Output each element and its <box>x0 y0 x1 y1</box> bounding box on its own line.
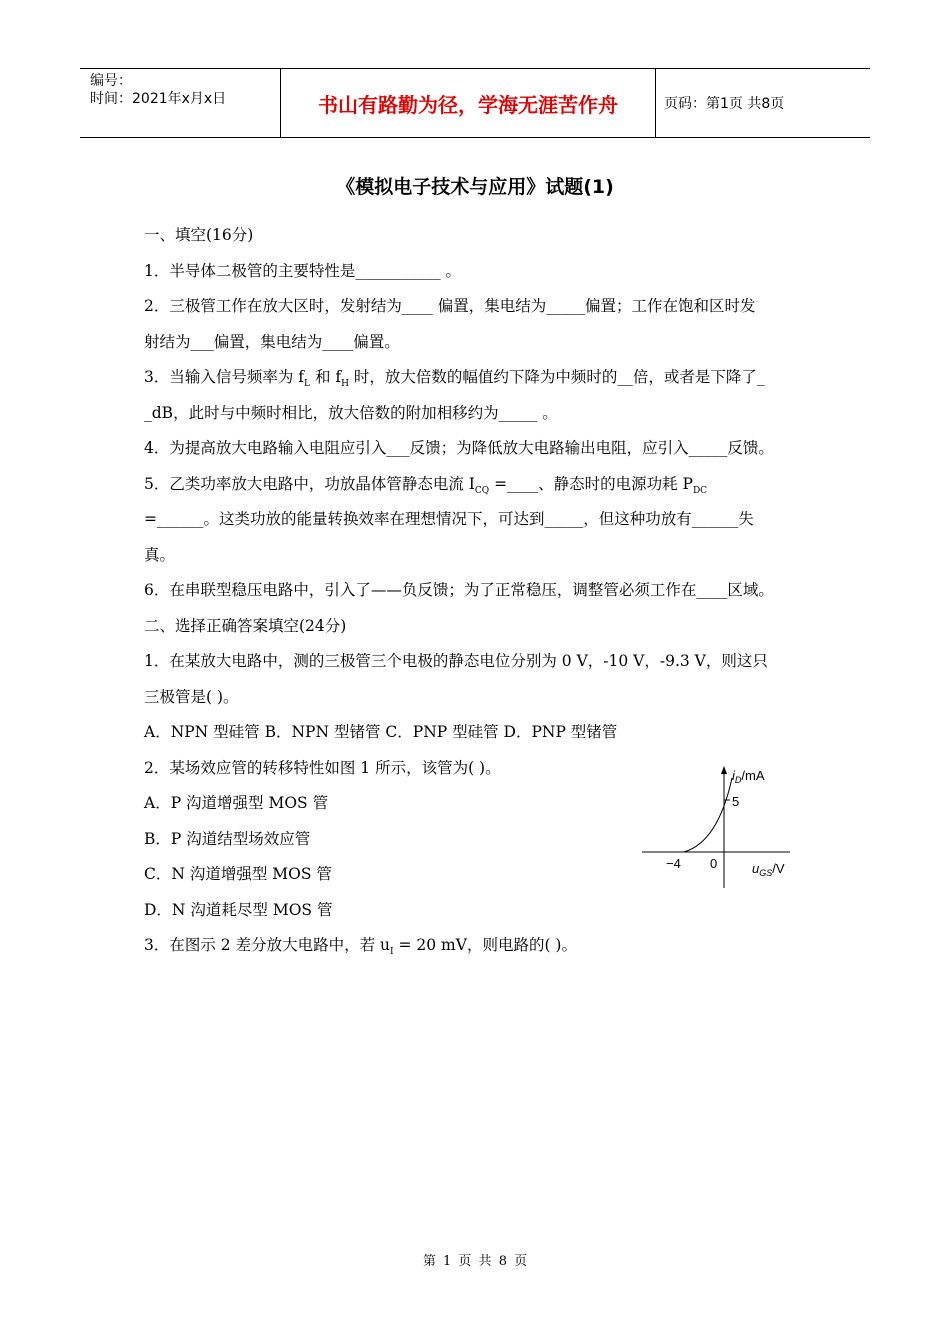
q3-sub-h: H <box>341 379 349 390</box>
x-axis-label: $u_{GS}/V$ <box>752 861 785 878</box>
question-2-2-option-c: C．N 沟道增强型 MOS 管 <box>144 865 332 883</box>
question-1-3-line2: _dB，此时与中频时相比，放大倍数的附加相移约为_____ 。 <box>144 403 558 422</box>
q3-text-2: 和 f <box>310 368 342 386</box>
q3-text-3: 时，放大倍数的幅值约下降为中频时的__倍，或者是下降了_ <box>348 368 765 386</box>
q5-sub-dc: DC <box>692 485 708 496</box>
question-2-2-option-b: B．P 沟道结型场效应管 <box>144 829 311 848</box>
question-2-2-option-d: D．N 沟道耗尽型 MOS 管 <box>144 900 333 919</box>
transfer-curve <box>684 778 732 852</box>
q5-text-1: 5．乙类功率放大电路中，功放晶体管静态电流 I <box>144 474 475 493</box>
question-1-5-line3: 真。 <box>144 545 176 564</box>
x-tick-label-neg: −4 <box>666 856 681 871</box>
question-1-1: 1．半导体二极管的主要特性是___________ 。 <box>144 261 462 280</box>
q3-sub-l: L <box>304 379 311 390</box>
question-2-2: 2．某场效应管的转移特性如图 1 所示，该管为( )。 <box>144 758 501 777</box>
y-tick-label: 5 <box>732 794 740 809</box>
question-2-2-option-a: A．P 沟道增强型 MOS 管 <box>144 794 329 812</box>
question-1-6: 6．在串联型稳压电路中，引入了——负反馈；为了正常稳压，调整管必须工作在____区域。 <box>144 581 774 599</box>
y-axis-arrow <box>721 766 727 774</box>
time-label: 时间：2021年x月x日 <box>90 91 227 107</box>
header-left-cell <box>80 69 280 137</box>
page-footer: 第 1 页 共 8 页 <box>422 1254 528 1269</box>
question-2-3 <box>144 932 816 968</box>
q5-sub-cq: CQ <box>474 485 490 496</box>
y-axis-label: $i_D/mA$ <box>732 768 765 785</box>
number-label: 编号： <box>90 73 132 89</box>
q2-3-sub-i: I <box>390 947 394 958</box>
x-tick-label-zero: 0 <box>710 856 718 871</box>
question-1-2-line2: 射结为___偏置，集电结为____偏置。 <box>144 332 400 351</box>
question-2-1-options: A．NPN 型硅管 B．NPN 型锗管 C．PNP 型硅管 D．PNP 型锗管 <box>144 723 618 741</box>
question-1-2-line1: 2．三极管工作在放大区时，发射结为____ 偏置，集电结为_____偏置；工作在饱和区时发 <box>144 297 756 315</box>
question-2-1-line1: 1．在某放大电路中，测的三极管三个电极的静态电位分别为 0 V，-10 V，-9.3 V，则这只 <box>144 652 768 670</box>
q2-3-text-1: 3．在图示 2 差分放大电路中，若 u <box>144 936 390 954</box>
header-motto: 书山有路勤为径，学海无涯苦作舟 <box>280 69 656 137</box>
q3-text-1: 3．当输入信号频率为 f <box>144 368 305 386</box>
section2-heading: 二、选择正确答案填空(24分) <box>144 616 347 635</box>
document-title: 《模拟电子技术与应用》试题(1) <box>336 176 614 198</box>
question-1-5-line2: =______。这类功放的能量转换效率在理想情况下，可达到_____，但这种功放有______失 <box>144 510 754 528</box>
question-1-3-line1 <box>144 364 816 400</box>
transfer-characteristic-figure <box>640 760 810 890</box>
question-1-5-line1 <box>144 471 816 507</box>
question-2-1-line2: 三极管是( )。 <box>144 687 239 706</box>
section1-heading: 一、填空(16分) <box>144 226 254 244</box>
q2-3-text-2: = 20 mV，则电路的( )。 <box>393 936 577 954</box>
page-header <box>80 68 870 138</box>
question-1-4: 4．为提高放大电路输入电阻应引入___反馈；为降低放大电路输出电阻，应引入_____反馈。 <box>144 439 774 457</box>
q5-text-2: =____、静态时的电源功耗 P <box>489 474 693 493</box>
header-page-info: 页码：第1页 共8页 <box>664 96 785 112</box>
